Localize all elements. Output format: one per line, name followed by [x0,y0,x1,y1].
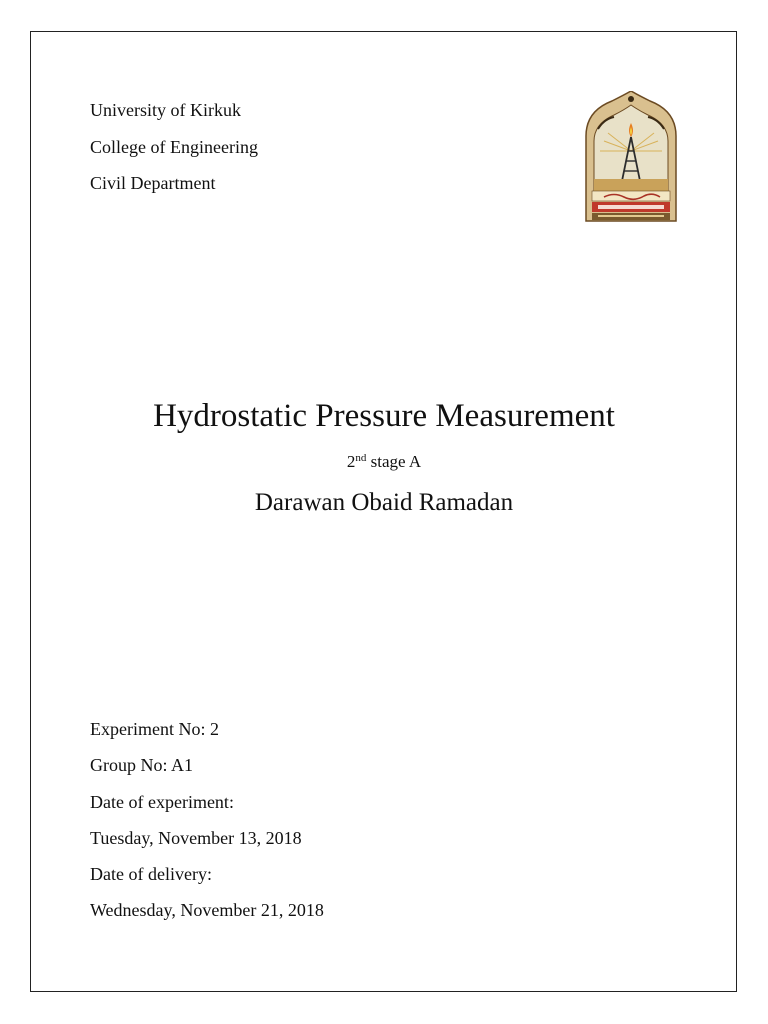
experiment-line [90,711,324,747]
department-name: Civil Department [90,173,216,193]
institution-block [90,92,258,202]
experiment-number: 2 [209,719,219,739]
group-number: A1 [171,755,193,776]
university-name: University of Kirkuk [90,100,241,120]
date-experiment-label: Date of experiment: [90,791,234,812]
kirkuk-university-emblem-icon [584,91,678,222]
date-delivery-value: Wednesday, November 21, 2018 [90,900,324,921]
report-title: Hydrostatic Pressure Measurement [153,398,615,434]
details-block [90,711,324,929]
stage-text: stage A [366,452,422,471]
stage-number: 2 [346,452,356,471]
author-name: Darawan Obaid Ramadan [254,489,514,516]
experiment-label: Experiment No: [90,719,210,739]
college-name: College of Engineering [90,136,258,157]
stage-ordinal-suffix: nd [355,452,367,464]
group-label: Group No: [90,755,171,776]
stage-line [0,451,768,473]
date-experiment-value: Tuesday, November 13, 2018 [90,827,302,848]
group-line [90,747,324,783]
date-delivery-label: Date of delivery: [90,864,212,885]
